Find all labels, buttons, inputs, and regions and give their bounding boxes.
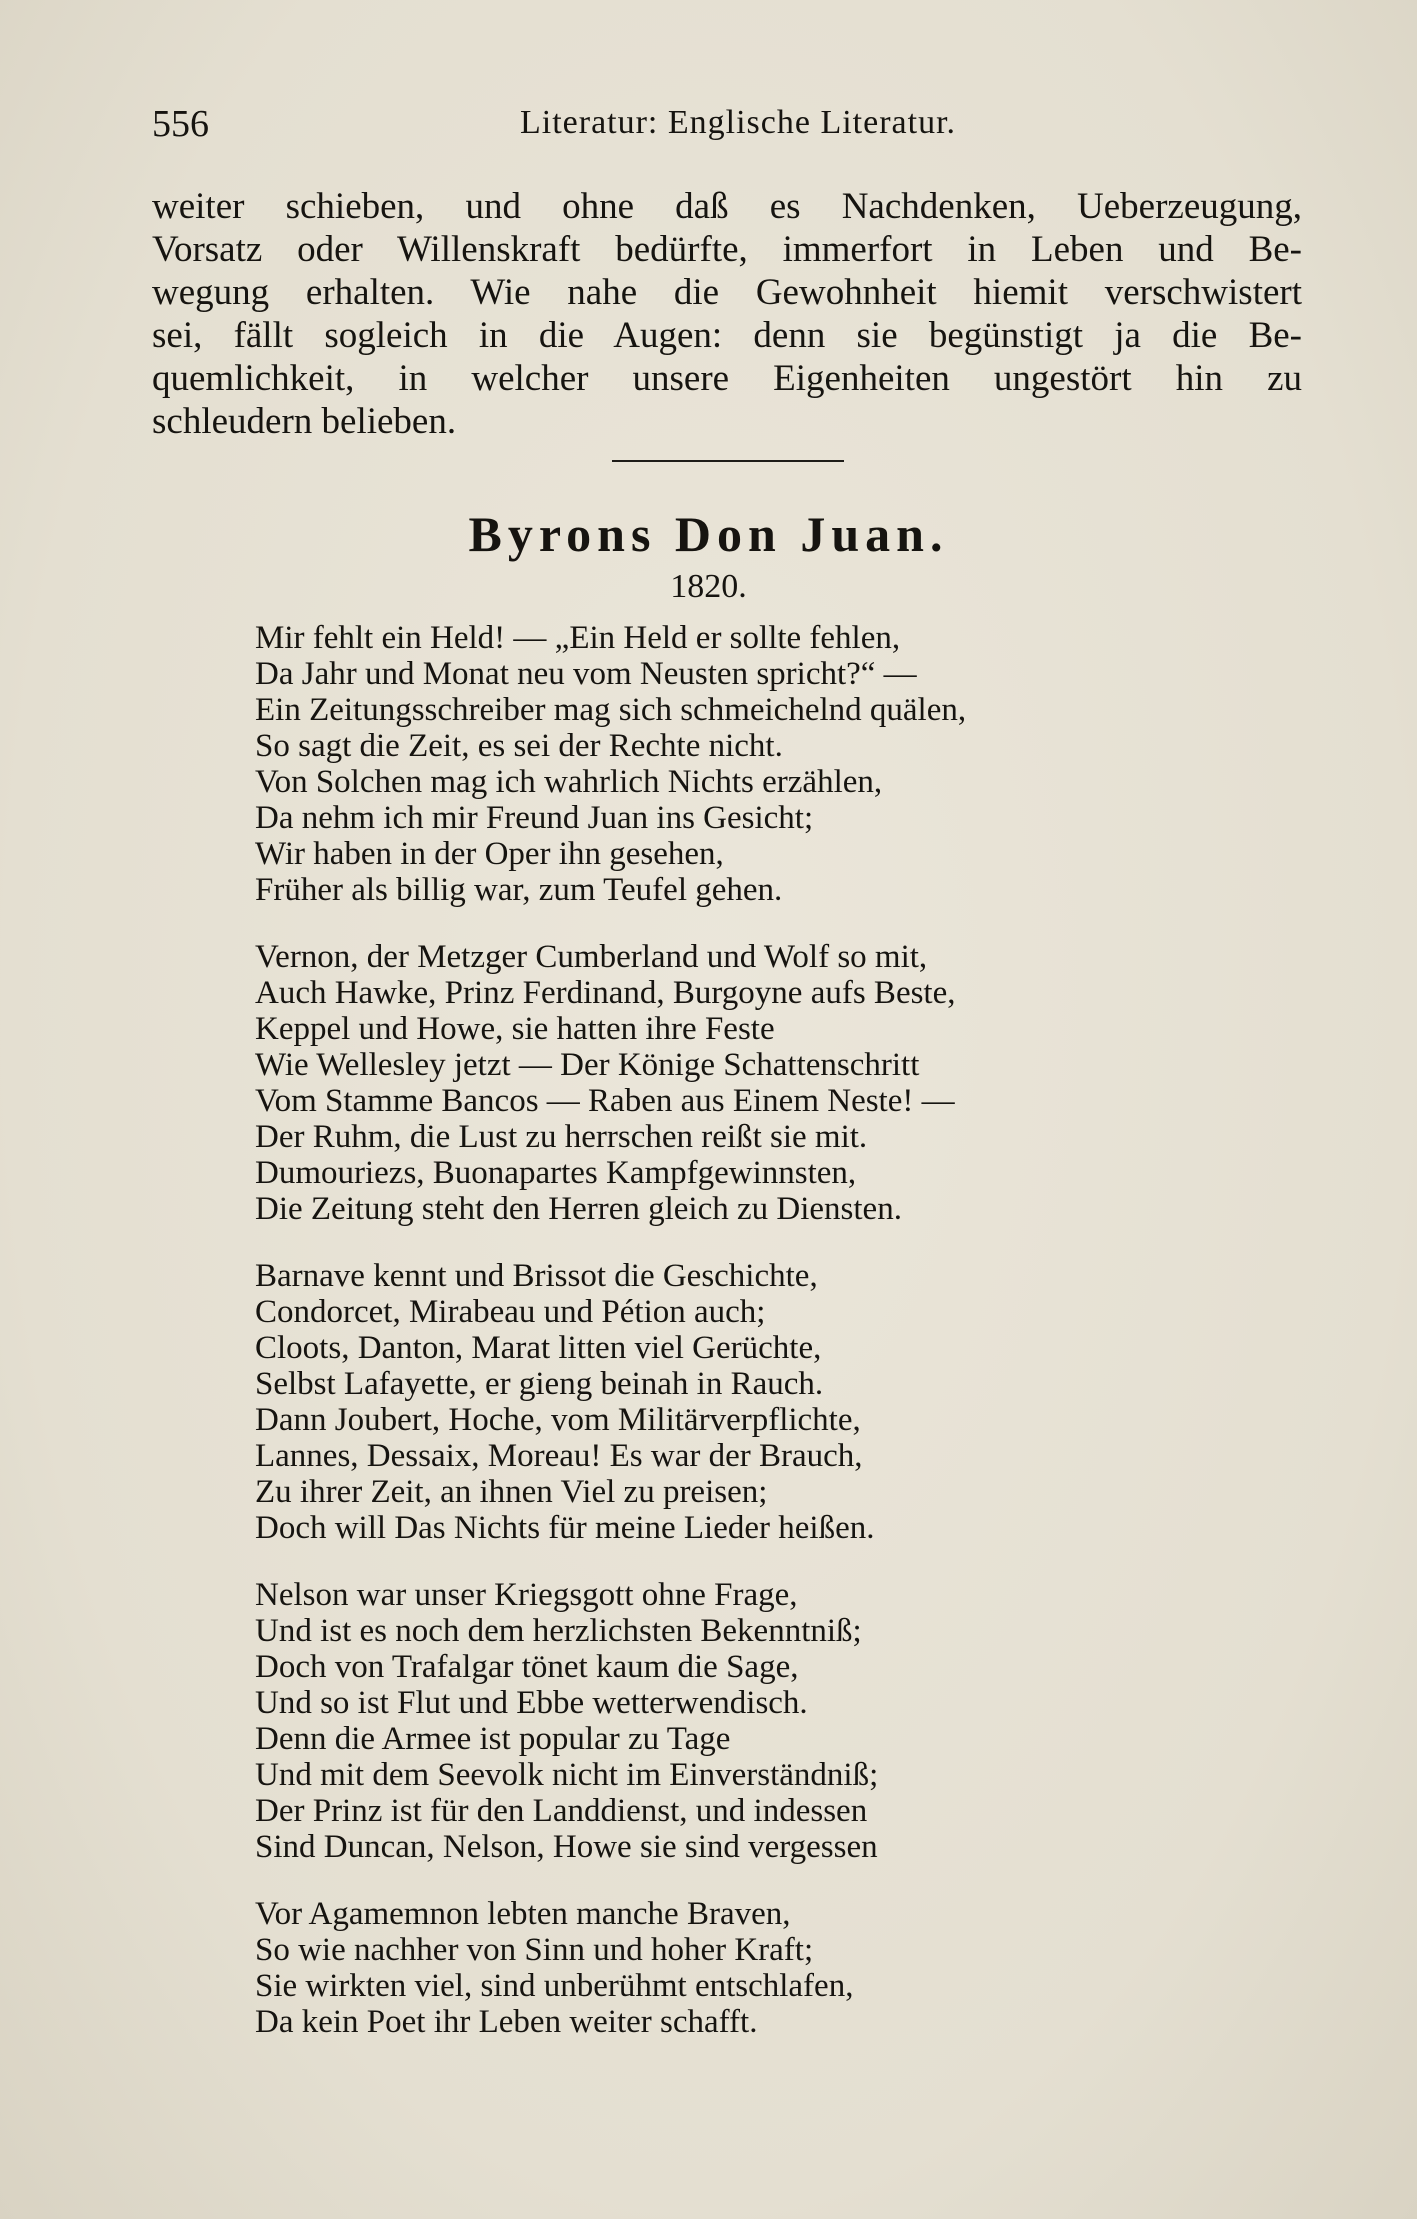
verse-line: Dann Joubert, Hoche, vom Militärverpflichte, [255,1402,861,1438]
page-number: 556 [152,103,209,145]
prose-paragraph [152,185,1302,443]
verse-line: Keppel und Howe, sie hatten ihre Feste [255,1011,775,1047]
verse-line: Da kein Poet ihr Leben weiter schafft. [255,2004,758,2040]
verse-line: Doch von Trafalgar tönet kaum die Sage, [255,1649,799,1685]
section-year: 1820. [670,568,747,605]
verse-line: Da Jahr und Monat neu vom Neusten spricht?“ — [255,656,917,692]
prose-line: wegung erhalten. Wie nahe die Gewohnheit hiemit verschwistert [152,272,1302,313]
prose-line: weiter schieben, und ohne daß es Nachdenken, Ueberzeugung, [152,186,1302,227]
verse-line: Sind Duncan, Nelson, Howe sie sind vergessen [255,1829,878,1865]
verse-line: Früher als billig war, zum Teufel gehen. [255,872,783,908]
section-title: Byrons Don Juan. [468,506,949,562]
verse-line: Vom Stamme Bancos — Raben aus Einem Neste! — [255,1083,955,1119]
verse-line: Dumouriezs, Buonapartes Kampfgewinnsten, [255,1155,857,1191]
verse-line: Und mit dem Seevolk nicht im Einverständniß; [255,1757,879,1793]
verse-line: Zu ihrer Zeit, an ihnen Viel zu preisen; [255,1474,768,1510]
verse-line: Sie wirkten viel, sind unberühmt entschlafen, [255,1968,854,2004]
verse-line: Und ist es noch dem herzlichsten Bekenntniß; [255,1613,862,1649]
prose-line: sei, fällt sogleich in die Augen: denn sie begünstigt ja die Be- [152,315,1302,356]
verse-line: Ein Zeitungsschreiber mag sich schmeichelnd quälen, [255,692,967,728]
verse-line: Der Ruhm, die Lust zu herrschen reißt sie mit. [255,1119,868,1155]
page-header [152,102,1302,152]
verse-line: Wie Wellesley jetzt — Der Könige Schattenschritt [255,1047,920,1083]
verse-line: Die Zeitung steht den Herren gleich zu Diensten. [255,1191,902,1227]
verse-line: Vor Agamemnon lebten manche Braven, [255,1896,791,1932]
verse-line: Selbst Lafayette, er gieng beinah in Rauch. [255,1366,824,1402]
poem [255,620,1255,2071]
verse-line: Condorcet, Mirabeau und Pétion auch; [255,1294,766,1330]
stanza [255,620,1255,908]
verse-line: Vernon, der Metzger Cumberland und Wolf so mit, [255,939,928,975]
prose-line: Vorsatz oder Willenskraft bedürfte, immerfort in Leben und Be- [152,229,1302,270]
verse-line: Cloots, Danton, Marat litten viel Gerüchte, [255,1330,822,1366]
verse-line: Doch will Das Nichts für meine Lieder heißen. [255,1510,875,1546]
verse-line: Und so ist Flut und Ebbe wetterwendisch. [255,1685,808,1721]
running-head: Literatur: Englische Literatur. [520,104,957,141]
verse-line: Barnave kennt und Brissot die Geschichte, [255,1258,818,1294]
section-divider [612,460,844,462]
verse-line: Wir haben in der Oper ihn gesehen, [255,836,724,872]
verse-line: Von Solchen mag ich wahrlich Nichts erzählen, [255,764,883,800]
prose-line: schleudern belieben. [152,401,457,442]
stanza [255,939,1255,1227]
verse-line: Mir fehlt ein Held! — „Ein Held er sollte fehlen, [255,620,901,656]
verse-line: Der Prinz ist für den Landdienst, und indessen [255,1793,868,1829]
stanza [255,1577,1255,1865]
stanza [255,1258,1255,1546]
verse-line: Auch Hawke, Prinz Ferdinand, Burgoyne aufs Beste, [255,975,956,1011]
verse-line: Da nehm ich mir Freund Juan ins Gesicht; [255,800,814,836]
verse-line: Nelson war unser Kriegsgott ohne Frage, [255,1577,798,1613]
stanza [255,1896,1255,2040]
verse-line: So sagt die Zeit, es sei der Rechte nicht. [255,728,783,764]
prose-line: quemlichkeit, in welcher unsere Eigenheiten ungestört hin zu [152,358,1302,399]
verse-line: Lannes, Dessaix, Moreau! Es war der Brauch, [255,1438,863,1474]
verse-line: So wie nachher von Sinn und hoher Kraft; [255,1932,814,1968]
verse-line: Denn die Armee ist popular zu Tage [255,1721,731,1757]
